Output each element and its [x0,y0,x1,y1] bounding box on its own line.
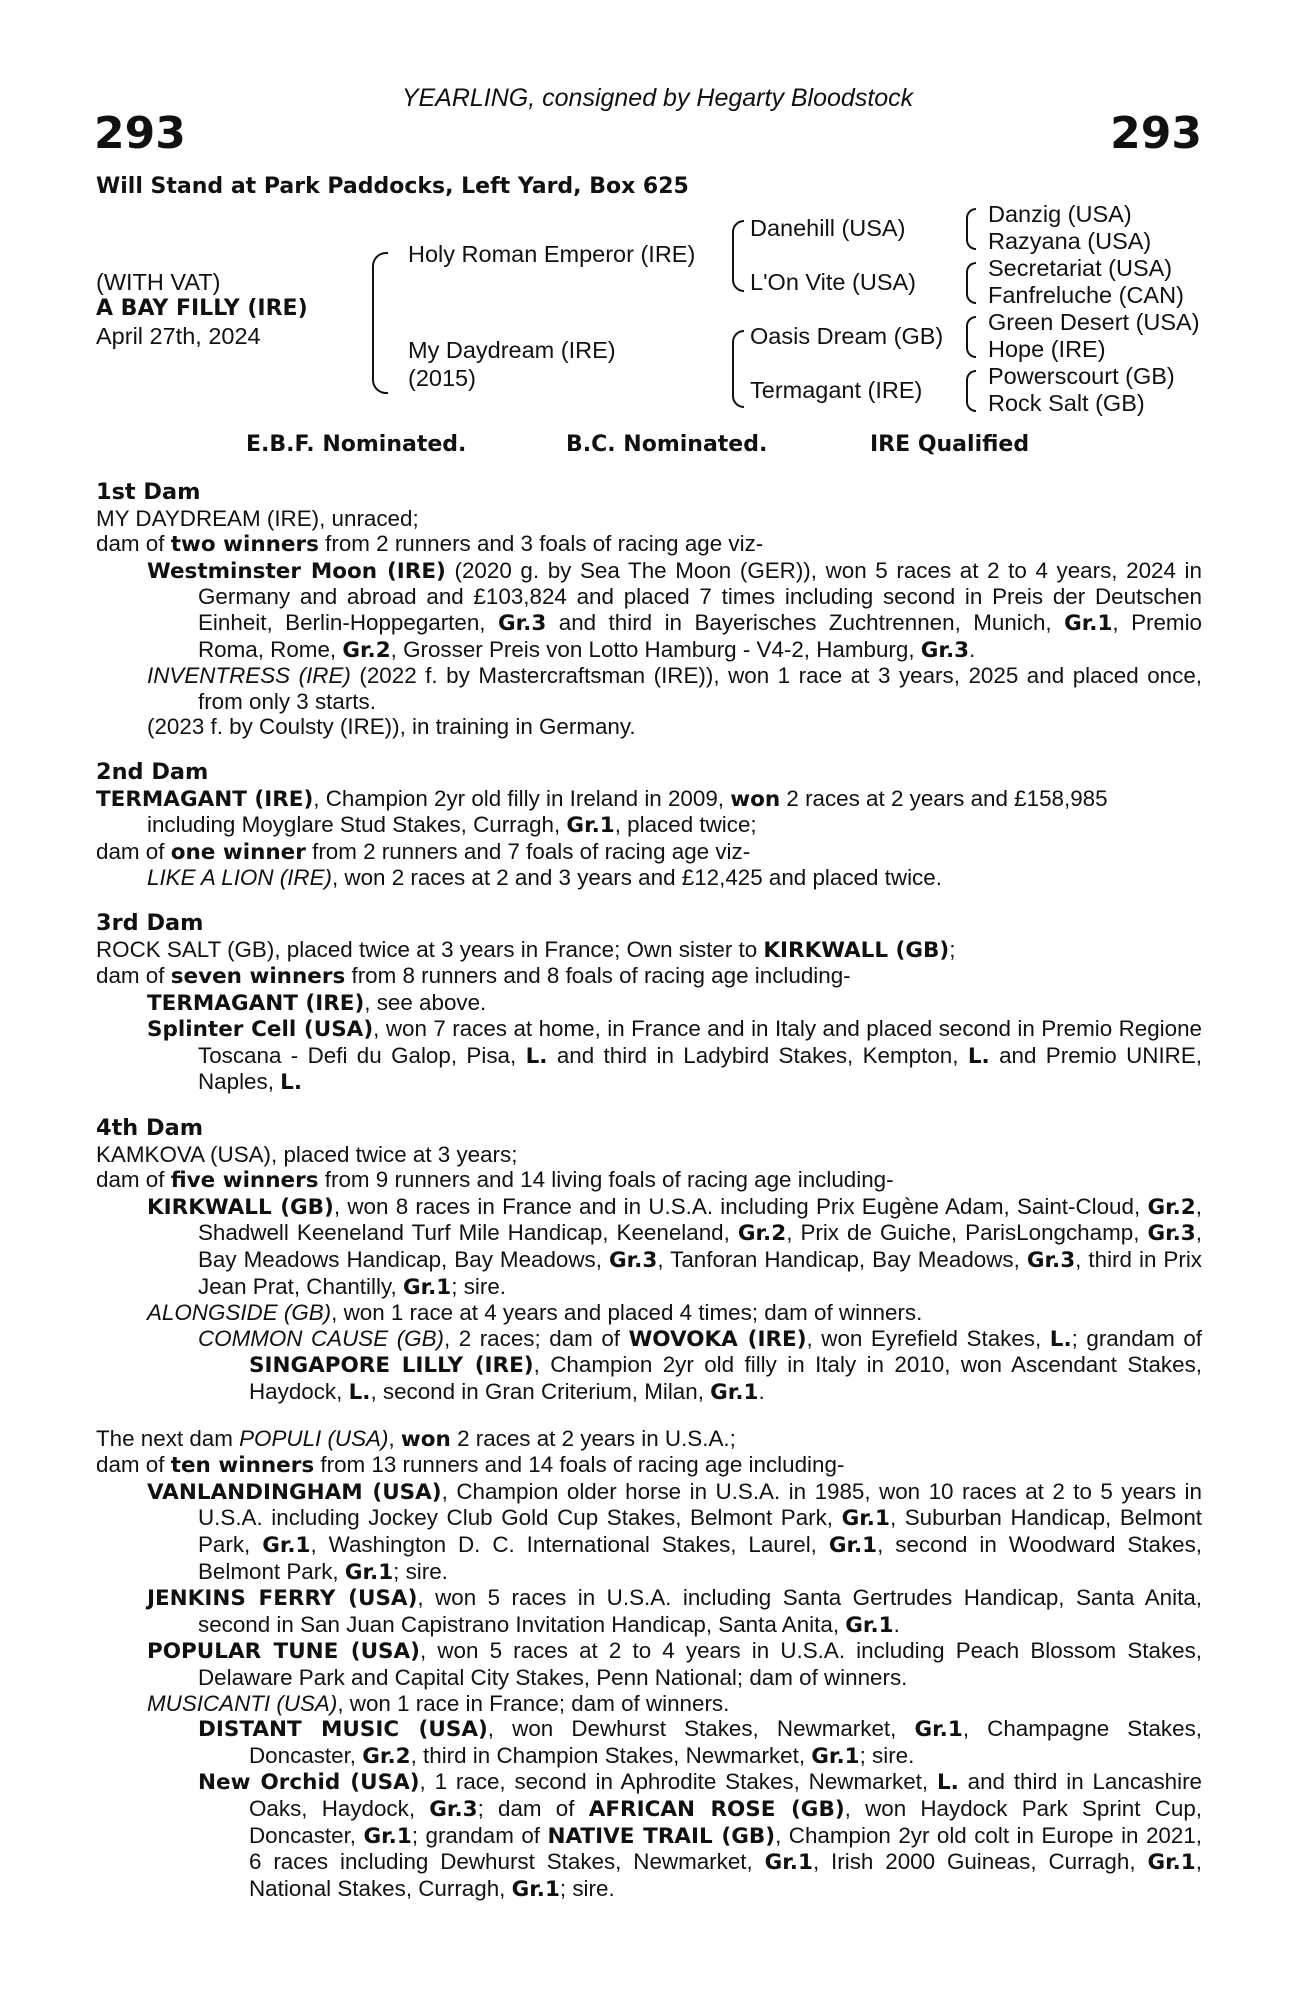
text-run: dam of [96,838,171,864]
bold-text: L. [525,1043,548,1069]
bold-text: NATIVE TRAIL (GB) [547,1823,776,1849]
pedigree-brace-dd [966,370,976,412]
bold-text: won [730,786,781,812]
bold-text: Gr.1 [764,1850,813,1876]
text-run: from 9 runners and 14 living foals of racing age including- [318,1167,894,1193]
text-run: , Prix de Guiche, ParisLongchamp, [786,1220,1148,1246]
text-run: and third in Lancashire Oaks, Haydock, [249,1769,1203,1821]
text-run: , placed twice; [614,812,757,838]
text-run: , Bay Meadows Handicap, Bay Meadows, [198,1220,1202,1273]
italic-text: INVENTRESS (IRE) [147,663,351,689]
bold-text: L. [348,1380,371,1405]
text-run: , Champion 2yr old colt in Europe in 2021, 6 races including Dewhurst Stakes, Newmarket, [249,1822,1202,1875]
italic-text: MUSICANTI (USA) [147,1690,338,1716]
text-run: , Shadwell Keeneland Turf Mile Handicap, Keeneland, [198,1193,1202,1246]
text-run: (2022 f. by Mastercraftsman (IRE)), won 1 race at 3 years, 2025 and placed once, from only 3 starts. [198,663,1202,714]
bold-text: Gr.1 [914,1717,963,1743]
bold-text: Gr.2 [1147,1194,1196,1220]
text-run: 2 races at 2 years and £158,985 including Moyglare Stud Stakes, Curragh, [147,785,1108,838]
bold-text: Gr.2 [342,637,391,663]
pedigree-sire: Holy Roman Emperor (IRE) [408,241,696,267]
pedigree-paragraph [96,1300,1202,1326]
pedigree-paragraph [96,1326,1202,1406]
bold-text: Gr.3 [497,610,547,636]
pedigree-paragraph [96,990,1202,1017]
pedigree-ssd: Razyana (USA) [988,228,1152,254]
text-run: ; sire. [859,1742,915,1768]
bold-text: TERMAGANT (IRE) [147,990,365,1016]
bold-text: five winners [170,1168,319,1194]
text-run: . [969,636,976,662]
text-run: from 8 runners and 8 foals of racing age including- [345,963,851,989]
text-run: from 2 runners and 3 foals of racing age viz- [318,531,764,557]
catalogue-body [96,480,1202,1902]
text-run: , Champion 2yr old filly in Italy in 2010, won Ascendant Stakes, Haydock, [249,1352,1202,1404]
pedigree-brace-sire [732,220,744,292]
pedigree-paragraph [96,1638,1202,1690]
page-subtitle: YEARLING, consigned by Hegarty Bloodstock [401,84,914,112]
bold-text: Gr.3 [920,637,970,663]
lot-number-left: 293 [94,108,186,159]
section-heading: 2nd Dam [96,758,209,785]
pedigree-paragraph [96,1426,1202,1453]
pedigree-dam-year: (2015) [408,365,476,391]
text-run: (2020 g. by Sea The Moon (GER)), won 5 races at 2 to 4 years, 2024 in Germany and abroad and £103,824 and placed 7 times including second in Preis der Deutschen Einheit, Berlin-Hoppegarten, [198,557,1202,635]
text-run: ; dam of [477,1795,589,1821]
horse-name: A BAY FILLY (IRE) [96,296,308,321]
bold-text: TERMAGANT (IRE) [96,786,314,812]
stand-location: Will Stand at Park Paddocks, Left Yard, Box 625 [96,174,689,199]
pedigree-sss: Danzig (USA) [988,201,1132,227]
text-run: ; grandam of [411,1822,548,1848]
pedigree-paragraph [96,558,1202,663]
text-run: , Washington D. C. International Stakes, Laurel, [310,1531,829,1557]
horse-dob: April 27th, 2024 [96,323,261,349]
text-run: dam of [96,531,171,557]
text-run: and third in Bayerisches Zuchtrennen, Munich, [546,609,1065,635]
text-run: dam of [96,963,171,989]
bold-text: Gr.1 [1147,1850,1196,1876]
text-run: . [758,1379,765,1404]
bold-text: Gr.3 [1026,1248,1076,1274]
bold-text: Gr.2 [737,1221,787,1247]
pedigree-paragraph [96,663,1202,714]
pedigree-brace-main [372,252,388,394]
lot-number-right: 293 [1110,108,1202,159]
text-run: , won Dewhurst Stakes, Newmarket, [487,1716,915,1742]
text-run: from 2 runners and 7 foals of racing age viz- [305,838,751,864]
bold-text: won [400,1426,451,1452]
bold-text: Gr.1 [841,1506,890,1532]
text-run: and third in Ladybird Stakes, Kempton, [547,1042,968,1068]
pedigree-dam: My Daydream (IRE) [408,337,616,363]
text-run: , Champagne Stakes, Doncaster, [249,1716,1202,1768]
bold-text: one winner [170,839,306,865]
text-run: dam of [96,1452,171,1478]
bold-text: Splinter Cell (USA) [147,1017,374,1043]
pedigree-paragraph [96,963,1202,990]
pedigree-ds: Oasis Dream (GB) [750,323,944,349]
pedigree-paragraph [96,1691,1202,1717]
text-run: , Champion older horse in U.S.A. in 1985, won 10 races at 2 to 5 years in U.S.A. including Jockey Club Gold Cup Stakes, Belmont Park, [198,1478,1202,1531]
text-run: , second in Gran Criterium, Milan, [370,1379,711,1404]
bold-text: Gr.1 [344,1559,394,1585]
ebf-nominated: E.B.F. Nominated. [246,432,467,457]
text-run: (2023 f. by Coulsty (IRE)), in training in Germany. [147,714,636,740]
text-run: , second in Woodward Stakes, Belmont Park, [198,1531,1203,1584]
text-run: , won 5 races at 2 to 4 years in U.S.A. including Peach Blossom Stakes, Delaware Park and Capital City Stakes, Penn National; dam of winners. [198,1638,1203,1690]
text-run: , Irish 2000 Guineas, Curragh, [812,1849,1148,1875]
text-run: , National Stakes, Curragh, [249,1849,1202,1901]
text-run: , Premio Roma, Rome, [198,609,1202,662]
dam-section [96,1426,1202,1903]
text-run: The next dam [96,1425,240,1451]
text-run: ; sire. [393,1558,448,1584]
bold-text: KIRKWALL (GB) [147,1194,334,1220]
bold-text: Gr.2 [362,1743,411,1769]
bold-text: L. [1049,1326,1072,1352]
bold-text: Gr.1 [710,1380,759,1405]
text-run: , see above. [364,989,487,1015]
pedigree-dd: Termagant (IRE) [750,377,923,403]
pedigree-brace-ds [966,316,976,358]
dam-section [96,760,1202,891]
bold-text: Westminster Moon (IRE) [147,558,446,584]
pedigree-paragraph [96,714,1202,740]
bold-text: Gr.1 [262,1532,311,1558]
bold-text: Gr.3 [1147,1221,1196,1247]
bold-text: JENKINS FERRY (USA) [147,1586,418,1612]
text-run: , third in Prix Jean Prat, Chantilly, [198,1247,1202,1299]
text-run: MY DAYDREAM (IRE), unraced; [96,505,419,531]
bold-text: SINGAPORE LILLY (IRE) [249,1353,534,1379]
bold-text: Gr.1 [511,1876,560,1902]
text-run: , won 1 race in France; dam of winners. [337,1690,730,1716]
pedigree-dsd: Hope (IRE) [988,336,1106,362]
text-run: , won 1 race at 4 years and placed 4 times; dam of winners. [331,1300,923,1326]
pedigree-paragraph [96,786,1202,839]
pedigree-paragraph [96,1716,1202,1769]
pedigree-brace-sd [966,262,976,304]
bold-text: L. [280,1070,303,1096]
bold-text: POPULAR TUNE (USA) [147,1639,420,1665]
pedigree-ddd: Rock Salt (GB) [988,390,1145,416]
pedigree-paragraph [96,1769,1202,1902]
ire-qualified: IRE Qualified [870,432,1030,457]
pedigree-ss: Danehill (USA) [750,215,906,241]
section-heading: 4th Dam [96,1115,204,1142]
dam-section [96,480,1202,740]
bold-text: L. [967,1043,990,1069]
pedigree-brace-dam [732,330,744,408]
pedigree-paragraph [96,839,1202,866]
bold-text: Gr.1 [845,1612,894,1638]
text-run: , Suburban Handicap, Belmont Park, [198,1505,1203,1557]
bold-text: two winners [170,532,319,558]
bc-nominated: B.C. Nominated. [566,432,768,457]
bold-text: Gr.1 [363,1823,412,1849]
bold-text: DISTANT MUSIC (USA) [198,1717,488,1743]
italic-text: ALONGSIDE (GB) [147,1300,332,1326]
text-run: , [388,1425,401,1451]
text-run: and Premio UNIRE, Naples, [198,1042,1202,1095]
text-run: , won 2 races at 2 and 3 years and £12,425 and placed twice. [331,865,942,891]
text-run: ; sire. [559,1875,615,1901]
text-run: , won 8 races in France and in U.S.A. including Prix Eugène Adam, Saint-Cloud, [333,1193,1148,1219]
text-run: , Tanforan Handicap, Bay Meadows, [657,1247,1027,1273]
text-run: , won 7 races at home, in France and in Italy and placed second in Premio Regione Toscana - Defi du Galop, Pisa, [198,1016,1203,1068]
pedigree-brace-ss [966,208,976,250]
pedigree-paragraph [96,1194,1202,1300]
text-run: dam of [96,1167,171,1193]
bold-text: Gr.3 [609,1248,658,1274]
bold-text: Gr.1 [811,1743,860,1769]
italic-text: LIKE A LION (IRE) [147,865,332,891]
text-run: 2 races at 2 years in U.S.A.; [450,1425,736,1451]
bold-text: AFRICAN ROSE (GB) [588,1796,845,1822]
pedigree-sds: Secretariat (USA) [988,255,1173,281]
bold-text: New Orchid (USA) [198,1770,420,1796]
text-run: ; grandam of [1071,1325,1202,1351]
text-run: ; sire. [451,1273,506,1299]
bold-text: Gr.3 [429,1796,478,1822]
text-run: , won Eyrefield Stakes, [806,1325,1050,1351]
bold-text: seven winners [170,964,346,990]
text-run: , 1 race, second in Aphrodite Stakes, Newmarket, [419,1769,937,1795]
pedigree-paragraph [96,865,1202,891]
pedigree-paragraph [96,1585,1202,1638]
text-run: . [893,1611,900,1637]
text-run: , won 5 races in U.S.A. including Santa Gertrudes Handicap, Santa Anita, second in San Juan Capistrano Invitation Handicap, Santa Anita, [198,1585,1202,1637]
pedigree-paragraph [96,937,1202,964]
vat-note: (WITH VAT) [96,269,221,295]
text-run: from 13 runners and 14 foals of racing age including- [314,1452,845,1478]
text-run: , Grosser Preis von Lotto Hamburg - V4-2, Hamburg, [390,636,921,662]
bold-text: L. [936,1770,959,1796]
dam-section [96,911,1202,1096]
text-run: , third in Champion Stakes, Newmarket, [410,1742,812,1768]
text-run: , 2 races; dam of [443,1325,629,1351]
bold-text: Gr.1 [1064,610,1113,636]
dam-section [96,1116,1202,1406]
italic-text: COMMON CAUSE (GB) [198,1325,444,1351]
bold-text: Gr.1 [828,1532,878,1558]
text-run: , won Haydock Park Sprint Cup, Doncaster, [249,1795,1202,1848]
text-run: ; [949,936,956,962]
pedigree-paragraph [96,1016,1202,1096]
pedigree-sd: L'On Vite (USA) [750,269,917,295]
bold-text: KIRKWALL (GB) [763,937,950,963]
bold-text: VANLANDINGHAM (USA) [147,1479,442,1505]
pedigree-paragraph [96,506,1202,532]
section-heading: 3rd Dam [96,909,204,936]
italic-text: POPULI (USA) [239,1425,389,1451]
pedigree-dds: Powerscourt (GB) [988,363,1175,389]
section-heading: 1st Dam [96,479,201,505]
bold-text: Gr.1 [402,1274,452,1300]
pedigree-paragraph [96,1452,1202,1479]
bold-text: WOVOKA (IRE) [628,1326,807,1352]
bold-text: ten winners [170,1453,315,1479]
bold-text: Gr.1 [566,813,615,839]
text-run: KAMKOVA (USA), placed twice at 3 years; [96,1141,518,1167]
text-run: ROCK SALT (GB), placed twice at 3 years in France; Own sister to [96,936,764,962]
pedigree-dss: Green Desert (USA) [988,309,1200,335]
pedigree-paragraph [96,1142,1202,1168]
pedigree-paragraph [96,531,1202,558]
pedigree-paragraph [96,1479,1202,1585]
pedigree-sdd: Fanfreluche (CAN) [988,282,1184,308]
text-run: , Champion 2yr old filly in Ireland in 2009, [313,785,731,811]
pedigree-paragraph [96,1167,1202,1194]
